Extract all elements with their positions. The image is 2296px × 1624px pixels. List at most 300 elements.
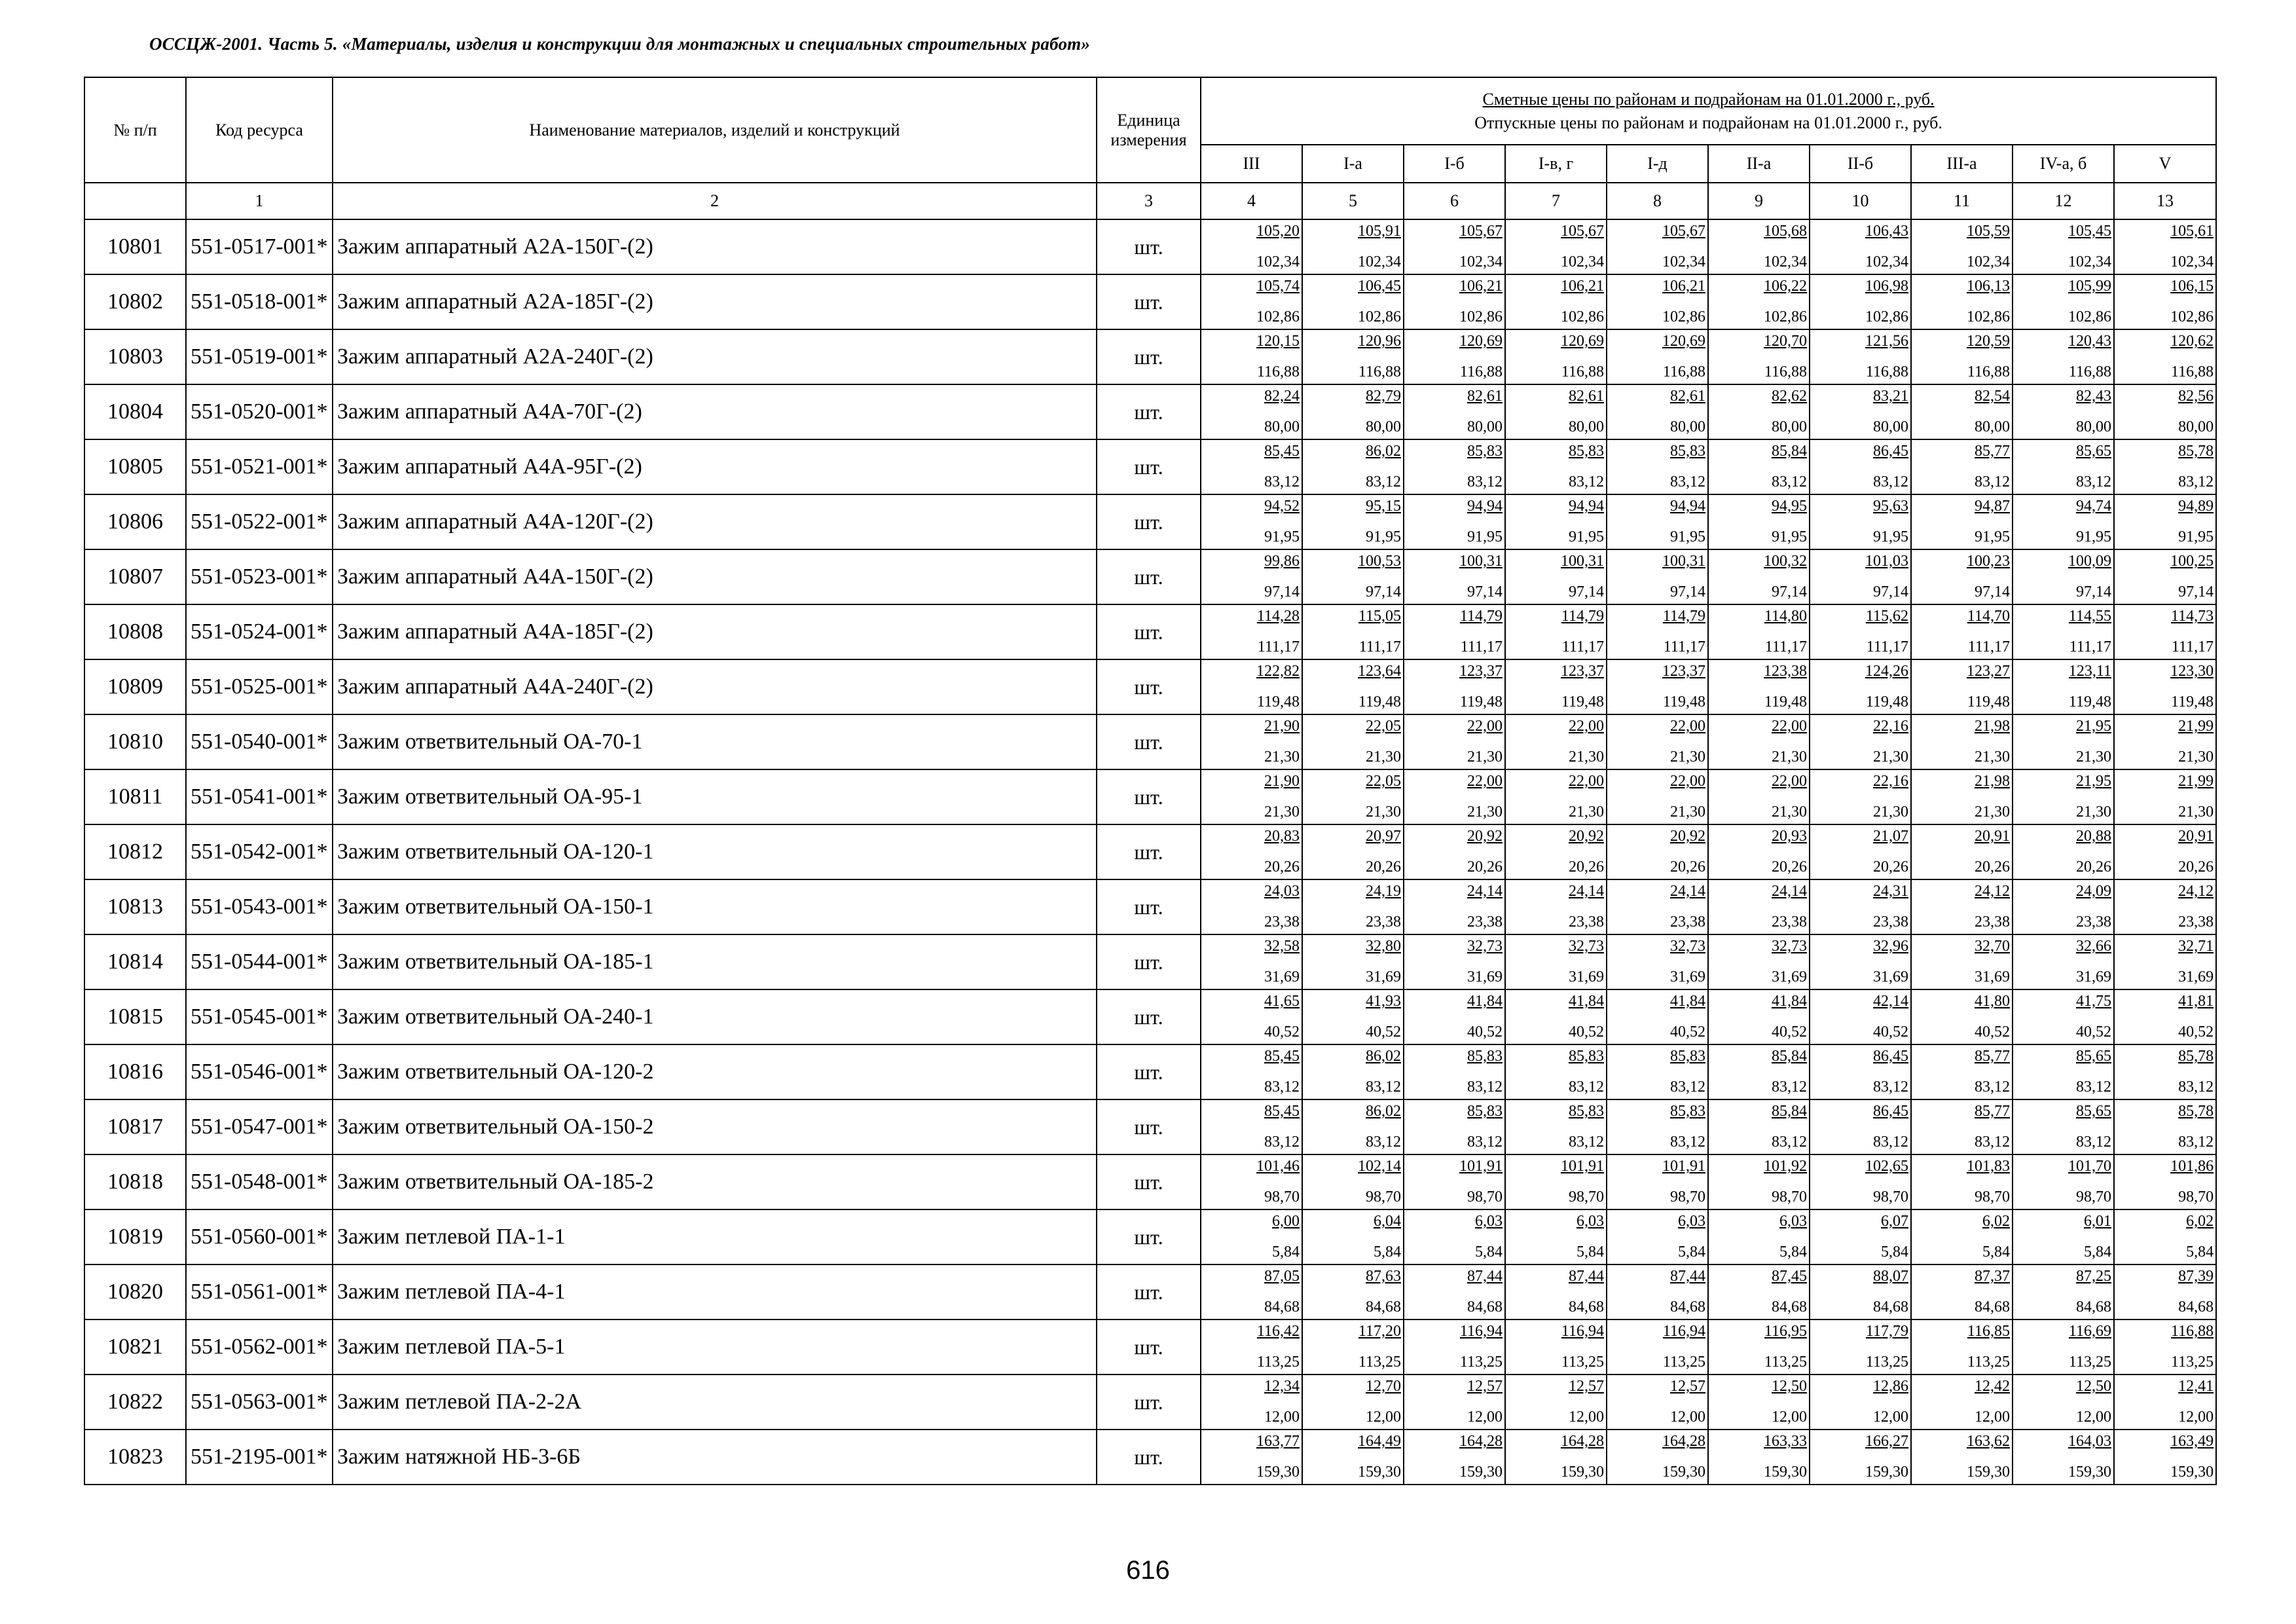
release-price: 102,86 [1561, 308, 1604, 325]
release-price: 111,17 [1561, 638, 1604, 655]
price-cell [1607, 329, 1708, 384]
estimate-price: 6,00 [1272, 1213, 1300, 1230]
price-cell [1810, 1264, 1911, 1320]
unit: шт. [1097, 1154, 1201, 1209]
price-cell [1505, 494, 1607, 549]
price-cell [1708, 1430, 1810, 1485]
estimate-price: 85,83 [1670, 443, 1705, 460]
row-number: 10807 [84, 549, 186, 604]
region-header: I-а [1302, 145, 1404, 183]
resource-code: 551-0543-001* [186, 879, 333, 934]
price-cell [1302, 769, 1404, 824]
release-price: 97,14 [1366, 583, 1401, 600]
estimate-price: 106,21 [1459, 278, 1503, 295]
estimate-price: 21,99 [2178, 773, 2214, 790]
price-cell [2114, 604, 2216, 659]
price-cell [1302, 659, 1404, 714]
estimate-price: 41,93 [1366, 993, 1401, 1010]
release-price: 40,52 [1264, 1024, 1300, 1041]
price-cell [1810, 439, 1911, 494]
estimate-price: 164,28 [1459, 1433, 1503, 1450]
column-number: 8 [1607, 183, 1708, 219]
release-price: 91,95 [1467, 528, 1503, 545]
estimate-price: 106,45 [1358, 278, 1401, 295]
estimate-price: 24,14 [1772, 883, 1807, 900]
estimate-price: 22,05 [1366, 718, 1401, 735]
resource-code: 551-0540-001* [186, 714, 333, 769]
release-price: 83,12 [1975, 1134, 2010, 1151]
release-price: 31,69 [1670, 969, 1705, 986]
estimate-price: 94,94 [1467, 498, 1503, 515]
price-cell [1505, 604, 1607, 659]
estimate-price: 120,15 [1256, 333, 1300, 350]
estimate-price: 20,88 [2076, 828, 2111, 845]
release-price: 102,34 [1865, 253, 1908, 270]
price-cell [1404, 659, 1505, 714]
release-price: 83,12 [1467, 1079, 1503, 1096]
price-cell [1302, 714, 1404, 769]
estimate-price: 85,78 [2178, 443, 2214, 460]
release-price: 80,00 [1366, 418, 1401, 435]
estimate-price: 12,57 [1670, 1378, 1705, 1395]
release-price: 98,70 [1772, 1189, 1807, 1206]
price-cell [1911, 879, 2013, 934]
estimate-price: 82,61 [1670, 388, 1705, 405]
estimate-price: 20,91 [1975, 828, 2010, 845]
price-cell [1911, 439, 2013, 494]
release-price: 23,38 [2076, 913, 2111, 931]
estimate-price: 87,44 [1569, 1268, 1604, 1285]
price-cell [1201, 659, 1302, 714]
release-price: 40,52 [2178, 1024, 2214, 1041]
column-number: 3 [1097, 183, 1201, 219]
estimate-price: 41,75 [2076, 993, 2111, 1010]
release-price: 83,12 [1873, 473, 1908, 490]
release-price: 102,86 [2170, 308, 2214, 325]
estimate-price: 101,91 [1459, 1158, 1503, 1175]
release-price: 80,00 [2178, 418, 2214, 435]
price-cell [1607, 714, 1708, 769]
unit: шт. [1097, 549, 1201, 604]
price-cell [1302, 1264, 1404, 1320]
release-price: 80,00 [1264, 418, 1300, 435]
release-price: 116,88 [1662, 363, 1705, 380]
resource-code: 551-2195-001* [186, 1430, 333, 1485]
estimate-price: 21,98 [1975, 773, 2010, 790]
release-price: 31,69 [2076, 969, 2111, 986]
release-price: 21,30 [1975, 748, 2010, 766]
price-cell [1505, 934, 1607, 989]
price-cell [1607, 769, 1708, 824]
price-cell [1708, 989, 1810, 1044]
estimate-price: 21,07 [1873, 828, 1908, 845]
release-price: 83,12 [1569, 473, 1604, 490]
release-price: 159,30 [1662, 1464, 1705, 1481]
price-cell [2114, 1099, 2216, 1154]
release-price: 102,34 [2170, 253, 2214, 270]
release-price: 116,88 [2068, 363, 2111, 380]
price-cell [1201, 1154, 1302, 1209]
column-number: 13 [2114, 183, 2216, 219]
estimate-price: 123,38 [1764, 663, 1807, 680]
release-price: 40,52 [1569, 1024, 1604, 1041]
release-price: 12,00 [1670, 1409, 1705, 1426]
release-price: 98,70 [2178, 1189, 2214, 1206]
table-row [84, 604, 2216, 659]
release-price: 5,84 [1576, 1244, 1604, 1261]
estimate-price: 116,88 [2171, 1323, 2214, 1340]
item-name: Зажим ответвительный ОА-95-1 [333, 769, 1097, 824]
release-price: 102,34 [1459, 253, 1503, 270]
estimate-price: 12,50 [1772, 1378, 1807, 1395]
release-price: 83,12 [1772, 1079, 1807, 1096]
price-cell [1302, 439, 1404, 494]
release-price: 159,30 [2068, 1464, 2111, 1481]
price-cell [1404, 1375, 1505, 1430]
estimate-price: 21,90 [1264, 718, 1300, 735]
price-cell [1302, 1430, 1404, 1485]
price-cell [1911, 824, 2013, 879]
table-row [84, 989, 2216, 1044]
unit: шт. [1097, 439, 1201, 494]
price-cell [1201, 1099, 1302, 1154]
estimate-price: 99,86 [1264, 553, 1300, 570]
item-name: Зажим аппаратный А2А-185Г-(2) [333, 274, 1097, 329]
item-name: Зажим аппаратный А4А-70Г-(2) [333, 384, 1097, 439]
estimate-price: 100,25 [2170, 553, 2214, 570]
estimate-price: 124,26 [1865, 663, 1908, 680]
table-row [84, 329, 2216, 384]
price-cell [1810, 494, 1911, 549]
price-cell [1708, 824, 1810, 879]
estimate-price: 88,07 [1873, 1268, 1908, 1285]
estimate-price: 6,02 [2186, 1213, 2214, 1230]
release-price: 20,26 [1569, 858, 1604, 876]
estimate-price: 123,37 [1662, 663, 1705, 680]
item-name: Зажим петлевой ПА-5-1 [333, 1320, 1097, 1375]
header-name: Наименование материалов, изделий и конструкций [333, 77, 1097, 183]
estimate-price: 100,53 [1358, 553, 1401, 570]
estimate-price: 24,09 [2076, 883, 2111, 900]
resource-code: 551-0561-001* [186, 1264, 333, 1320]
row-number: 10814 [84, 934, 186, 989]
price-cell [2114, 769, 2216, 824]
price-cell [1708, 439, 1810, 494]
release-price: 98,70 [1569, 1189, 1604, 1206]
release-price: 21,30 [2076, 748, 2111, 766]
estimate-price: 85,77 [1975, 1048, 2010, 1065]
row-number: 10819 [84, 1209, 186, 1264]
release-price: 113,25 [1358, 1354, 1401, 1371]
estimate-price: 123,37 [1561, 663, 1604, 680]
row-number: 10815 [84, 989, 186, 1044]
release-price: 116,88 [1256, 363, 1300, 380]
price-cell [2114, 384, 2216, 439]
price-cell [1708, 494, 1810, 549]
release-price: 80,00 [1467, 418, 1503, 435]
row-number: 10820 [84, 1264, 186, 1320]
price-cell [1201, 549, 1302, 604]
item-name: Зажим ответвительный ОА-120-2 [333, 1044, 1097, 1099]
price-cell [1302, 219, 1404, 274]
price-cell [1404, 494, 1505, 549]
price-cell [1201, 604, 1302, 659]
estimate-price: 32,58 [1264, 938, 1300, 955]
price-cell [1302, 1154, 1404, 1209]
unit: шт. [1097, 604, 1201, 659]
page-number: 616 [1126, 1556, 1170, 1585]
release-price: 91,95 [1670, 528, 1705, 545]
release-price: 5,84 [1779, 1244, 1807, 1261]
price-cell [1607, 934, 1708, 989]
release-price: 20,26 [1873, 858, 1908, 876]
price-cell [1708, 1264, 1810, 1320]
estimate-price: 85,65 [2076, 1103, 2111, 1120]
price-cell [1708, 1154, 1810, 1209]
price-cell [2013, 1375, 2114, 1430]
release-price: 159,30 [2170, 1464, 2214, 1481]
release-price: 102,86 [1764, 308, 1807, 325]
price-cell [1607, 604, 1708, 659]
estimate-price: 22,00 [1569, 773, 1604, 790]
estimate-price: 12,50 [2076, 1378, 2111, 1395]
price-cell [1302, 384, 1404, 439]
release-price: 83,12 [1366, 473, 1401, 490]
column-number: 2 [333, 183, 1097, 219]
release-price: 102,86 [1967, 308, 2010, 325]
column-number: 6 [1404, 183, 1505, 219]
item-name: Зажим натяжной НБ-3-6Б [333, 1430, 1097, 1485]
release-price: 83,12 [1873, 1134, 1908, 1151]
estimate-price: 41,84 [1467, 993, 1503, 1010]
estimate-price: 101,91 [1662, 1158, 1705, 1175]
release-price: 113,25 [1662, 1354, 1705, 1371]
estimate-price: 95,15 [1366, 498, 1401, 515]
row-number: 10806 [84, 494, 186, 549]
release-price: 40,52 [1873, 1024, 1908, 1041]
price-cell [1607, 1430, 1708, 1485]
estimate-price: 120,70 [1764, 333, 1807, 350]
release-price: 21,30 [1366, 748, 1401, 766]
table-row [84, 1044, 2216, 1099]
release-price: 5,84 [1374, 1244, 1401, 1261]
table-row [84, 1154, 2216, 1209]
release-price: 23,38 [1670, 913, 1705, 931]
estimate-price: 100,31 [1561, 553, 1604, 570]
release-price: 31,69 [1366, 969, 1401, 986]
price-cell [2114, 659, 2216, 714]
release-price: 98,70 [1366, 1189, 1401, 1206]
price-cell [1810, 769, 1911, 824]
header-prices-release: Отпускные цены по районам и подрайонам на 01.01.2000 г., руб. [1474, 113, 1942, 132]
estimate-price: 86,45 [1873, 1048, 1908, 1065]
price-cell [1911, 219, 2013, 274]
table-row [84, 659, 2216, 714]
release-price: 21,30 [2178, 803, 2214, 821]
estimate-price: 32,96 [1873, 938, 1908, 955]
estimate-price: 22,00 [1670, 773, 1705, 790]
price-cell [1201, 1209, 1302, 1264]
price-cell [1404, 1264, 1505, 1320]
release-price: 21,30 [1670, 748, 1705, 766]
release-price: 12,00 [1873, 1409, 1908, 1426]
release-price: 111,17 [1967, 638, 2010, 655]
estimate-price: 41,84 [1772, 993, 1807, 1010]
release-price: 83,12 [1873, 1079, 1908, 1096]
estimate-price: 85,83 [1670, 1103, 1705, 1120]
price-cell [2013, 439, 2114, 494]
price-cell [1404, 824, 1505, 879]
estimate-price: 117,20 [1358, 1323, 1401, 1340]
release-price: 5,84 [1982, 1244, 2010, 1261]
release-price: 31,69 [1772, 969, 1807, 986]
price-cell [1911, 934, 2013, 989]
estimate-price: 106,22 [1764, 278, 1807, 295]
price-cell [2013, 1099, 2114, 1154]
release-price: 113,25 [1967, 1354, 2010, 1371]
estimate-price: 87,45 [1772, 1268, 1807, 1285]
column-number: 1 [186, 183, 333, 219]
estimate-price: 120,59 [1967, 333, 2010, 350]
region-header: II-а [1708, 145, 1810, 183]
release-price: 116,88 [1459, 363, 1503, 380]
price-cell [1505, 989, 1607, 1044]
price-cell [2114, 989, 2216, 1044]
price-cell [2013, 604, 2114, 659]
release-price: 91,95 [1975, 528, 2010, 545]
release-price: 21,30 [1873, 748, 1908, 766]
estimate-price: 101,46 [1256, 1158, 1300, 1175]
estimate-price: 105,20 [1256, 223, 1300, 240]
release-price: 23,38 [1975, 913, 2010, 931]
price-cell [1505, 1430, 1607, 1485]
estimate-price: 116,94 [1459, 1323, 1503, 1340]
release-price: 21,30 [1772, 803, 1807, 821]
price-cell [1505, 219, 1607, 274]
resource-code: 551-0560-001* [186, 1209, 333, 1264]
estimate-price: 85,84 [1772, 443, 1807, 460]
release-price: 83,12 [1467, 1134, 1503, 1151]
release-price: 113,25 [1865, 1354, 1908, 1371]
table-row [84, 769, 2216, 824]
resource-code: 551-0525-001* [186, 659, 333, 714]
price-cell [2013, 329, 2114, 384]
release-price: 113,25 [2068, 1354, 2111, 1371]
release-price: 84,68 [1569, 1299, 1604, 1316]
price-cell [1505, 1320, 1607, 1375]
estimate-price: 120,96 [1358, 333, 1401, 350]
price-cell [1404, 1430, 1505, 1485]
estimate-price: 105,68 [1764, 223, 1807, 240]
release-price: 20,26 [1264, 858, 1300, 876]
price-cell [1810, 1099, 1911, 1154]
release-price: 21,30 [1264, 803, 1300, 821]
resource-code: 551-0563-001* [186, 1375, 333, 1430]
price-cell [1505, 274, 1607, 329]
price-cell [1911, 1375, 2013, 1430]
price-cell [1708, 769, 1810, 824]
price-cell [1505, 824, 1607, 879]
resource-code: 551-0520-001* [186, 384, 333, 439]
table-row [84, 439, 2216, 494]
release-price: 21,30 [1873, 803, 1908, 821]
price-cell [1302, 1209, 1404, 1264]
price-cell [2013, 1154, 2114, 1209]
price-cell [2114, 1209, 2216, 1264]
estimate-price: 6,03 [1576, 1213, 1604, 1230]
estimate-price: 95,63 [1873, 498, 1908, 515]
price-cell [2013, 1320, 2114, 1375]
estimate-price: 22,00 [1670, 718, 1705, 735]
release-price: 5,84 [1678, 1244, 1705, 1261]
item-name: Зажим аппаратный А2А-240Г-(2) [333, 329, 1097, 384]
estimate-price: 24,14 [1670, 883, 1705, 900]
estimate-price: 116,42 [1256, 1323, 1300, 1340]
release-price: 116,88 [1967, 363, 2010, 380]
unit: шт. [1097, 1209, 1201, 1264]
price-cell [1505, 439, 1607, 494]
price-cell [1404, 769, 1505, 824]
estimate-price: 123,30 [2170, 663, 2214, 680]
estimate-price: 24,31 [1873, 883, 1908, 900]
row-number: 10805 [84, 439, 186, 494]
price-cell [1607, 824, 1708, 879]
price-cell [1505, 1154, 1607, 1209]
column-number: 10 [1810, 183, 1911, 219]
estimate-price: 123,11 [2068, 663, 2111, 680]
price-cell [1302, 604, 1404, 659]
price-cell [1810, 879, 1911, 934]
release-price: 159,30 [1459, 1464, 1503, 1481]
price-cell [1607, 659, 1708, 714]
estimate-price: 106,21 [1662, 278, 1705, 295]
estimate-price: 115,62 [1865, 608, 1908, 625]
estimate-price: 106,21 [1561, 278, 1604, 295]
price-cell [1302, 824, 1404, 879]
resource-code: 551-0544-001* [186, 934, 333, 989]
estimate-price: 41,81 [2178, 993, 2214, 1010]
price-cell [1911, 1154, 2013, 1209]
header-prices-estimate: Сметные цены по районам и подрайонам на 01.01.2000 г., руб. [1482, 89, 1935, 109]
price-cell [1505, 714, 1607, 769]
price-cell [1911, 989, 2013, 1044]
price-cell [1607, 879, 1708, 934]
release-price: 98,70 [1467, 1189, 1503, 1206]
release-price: 21,30 [1569, 748, 1604, 766]
release-price: 102,86 [1662, 308, 1705, 325]
release-price: 91,95 [2178, 528, 2214, 545]
estimate-price: 120,62 [2170, 333, 2214, 350]
release-price: 23,38 [1873, 913, 1908, 931]
release-price: 84,68 [1873, 1299, 1908, 1316]
table-row [84, 1320, 2216, 1375]
estimate-price: 21,95 [2076, 718, 2111, 735]
price-cell [1607, 549, 1708, 604]
estimate-price: 24,19 [1366, 883, 1401, 900]
estimate-price: 6,02 [1982, 1213, 2010, 1230]
price-cell [2013, 879, 2114, 934]
estimate-price: 114,80 [1764, 608, 1807, 625]
price-cell [1302, 549, 1404, 604]
estimate-price: 22,16 [1873, 718, 1908, 735]
price-cell [1607, 384, 1708, 439]
release-price: 83,12 [2178, 473, 2214, 490]
release-price: 119,48 [1358, 693, 1401, 710]
price-cell [1404, 1044, 1505, 1099]
price-cell [1810, 1044, 1911, 1099]
price-cell [1911, 384, 2013, 439]
unit: шт. [1097, 934, 1201, 989]
